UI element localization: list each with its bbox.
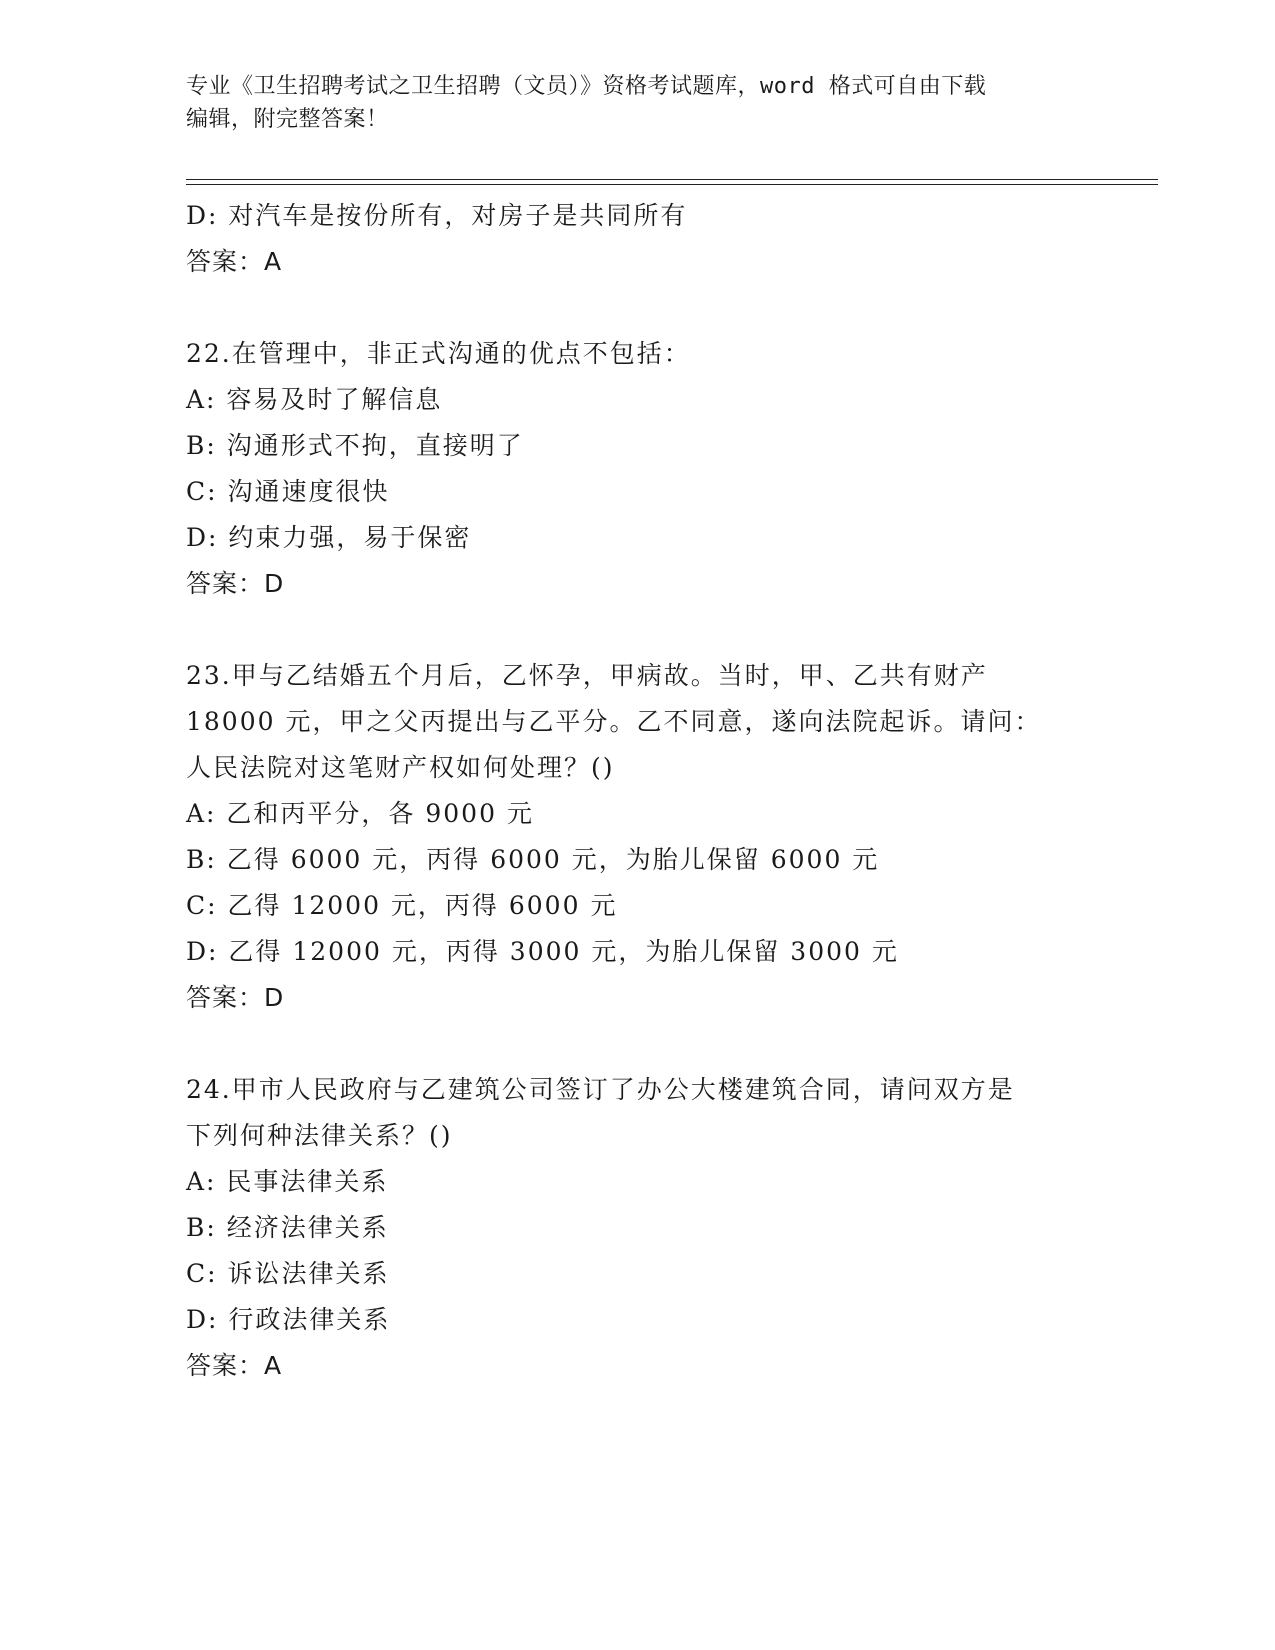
header-rule-bottom (186, 184, 1158, 185)
question-stem: 人民法院对这笔财产权如何处理？() (186, 753, 615, 782)
spacer (186, 1021, 1086, 1067)
option-b: B: 经济法律关系 (186, 1213, 389, 1242)
option-b: B: 乙得 6000 元，丙得 6000 元，为胎儿保留 6000 元 (186, 845, 880, 874)
answer-line: 答案：D (186, 983, 285, 1012)
question-24 (186, 1067, 1086, 1389)
option-c: C: 乙得 12000 元，丙得 6000 元 (186, 891, 618, 920)
option-a: A: 容易及时了解信息 (186, 385, 443, 414)
question-stem: 22.在管理中，非正式沟通的优点不包括： (186, 339, 691, 368)
header-rule-top (186, 179, 1158, 180)
question-22 (186, 331, 1086, 607)
document-header (186, 70, 1086, 136)
answer-line: 答案：A (186, 247, 283, 276)
option-d: D: 对汽车是按份所有，对房子是共同所有 (186, 201, 688, 230)
question-stem: 下列何种法律关系？() (186, 1121, 453, 1150)
question-stem: 24.甲市人民政府与乙建筑公司签订了办公大楼建筑合同，请问双方是 (186, 1075, 1015, 1104)
option-b: B: 沟通形式不拘，直接明了 (186, 431, 524, 460)
option-d: D: 约束力强，易于保密 (186, 523, 472, 552)
answer-line: 答案：A (186, 1351, 283, 1380)
option-d: D: 行政法律关系 (186, 1305, 391, 1334)
option-c: C: 诉讼法律关系 (186, 1259, 390, 1288)
option-d: D: 乙得 12000 元，丙得 3000 元，为胎儿保留 3000 元 (186, 937, 899, 966)
option-a: A: 民事法律关系 (186, 1167, 389, 1196)
option-a: A: 乙和丙平分，各 9000 元 (186, 799, 534, 828)
question-stem: 18000 元，甲之父丙提出与乙平分。乙不同意，遂向法院起诉。请问： (186, 707, 1042, 736)
question-stem: 23.甲与乙结婚五个月后，乙怀孕，甲病故。当时，甲、乙共有财产 (186, 661, 988, 690)
question-23 (186, 653, 1086, 1021)
spacer (186, 607, 1086, 653)
header-line-1: 专业《卫生招聘考试之卫生招聘（文员）》资格考试题库，word 格式可自由下载 (186, 74, 987, 99)
spacer (186, 285, 1086, 331)
option-c: C: 沟通速度很快 (186, 477, 390, 506)
answer-line: 答案：D (186, 569, 285, 598)
question-list (186, 193, 1086, 1389)
previous-question-tail (186, 193, 1086, 285)
header-line-2: 编辑，附完整答案！ (186, 107, 389, 132)
